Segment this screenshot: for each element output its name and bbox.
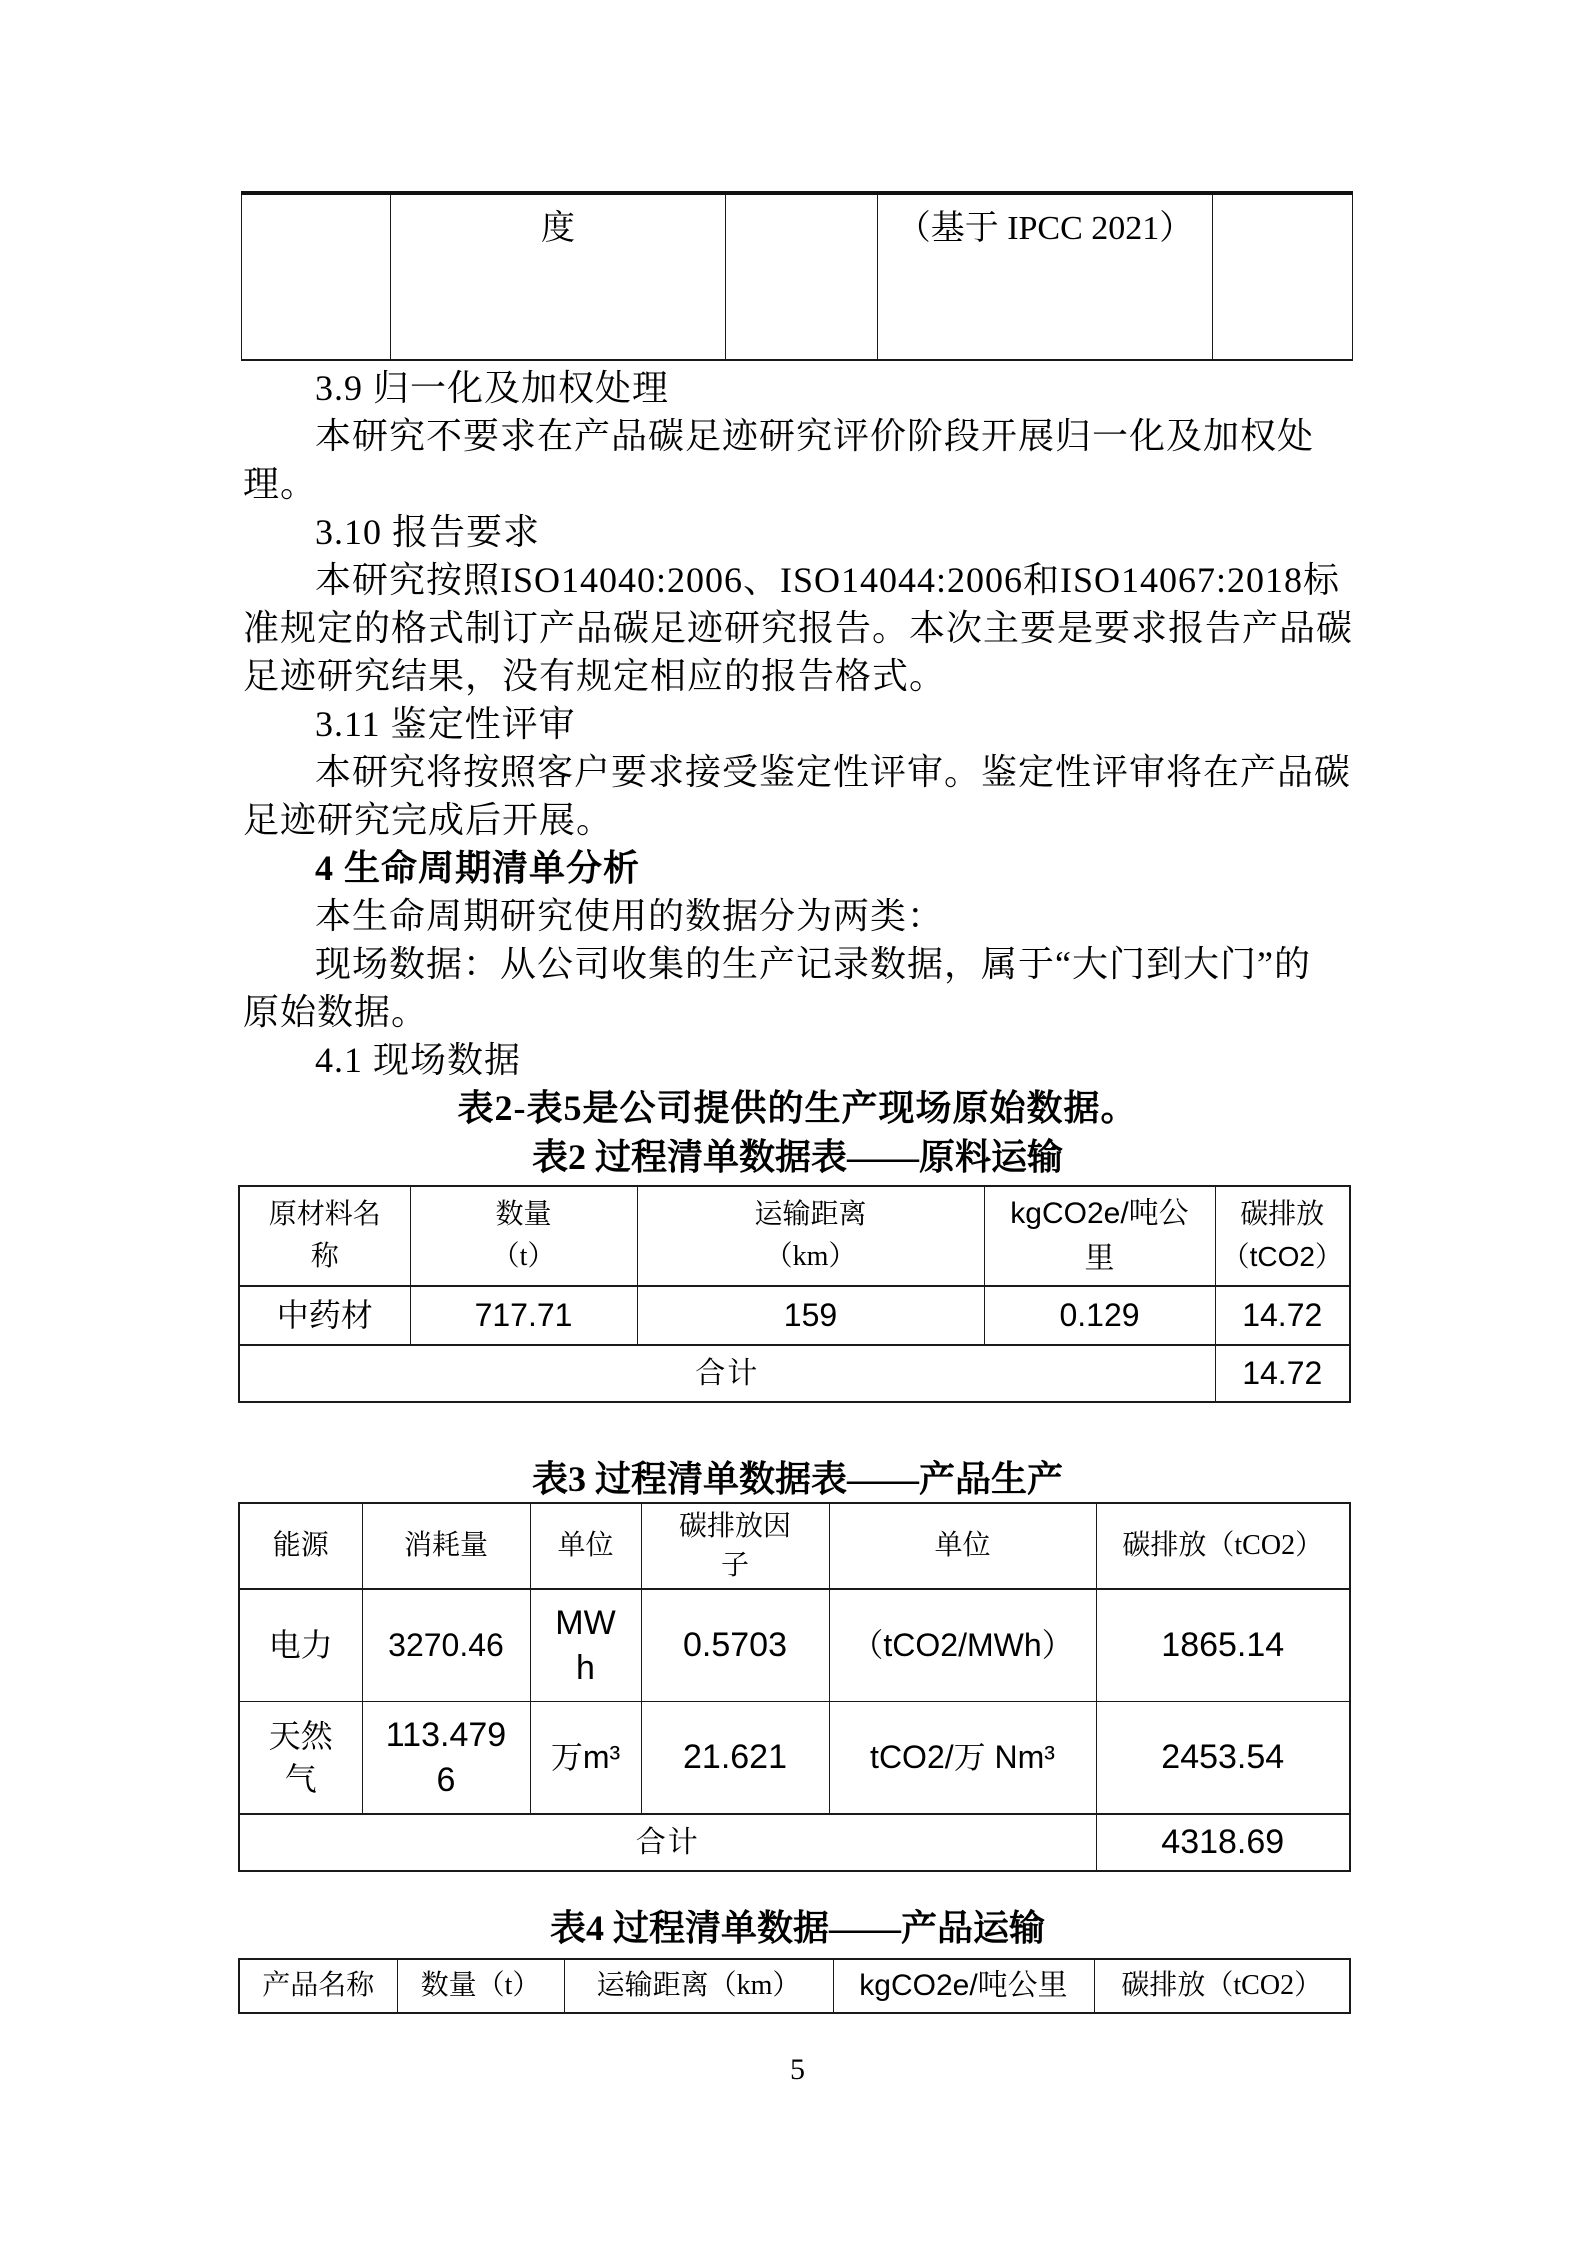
table3-product-production — [238, 1502, 1351, 1872]
heading-4-1: 4.1 现场数据 — [315, 1040, 522, 1080]
table3-total-label: 合计 — [239, 1814, 1096, 1871]
table3-title: 表3 过程清单数据表——产品生产 — [531, 1459, 1063, 1499]
table3-cell-emission: 2453.54 — [1096, 1702, 1350, 1815]
table3-cell-factor-unit: （tCO2/MWh） — [829, 1589, 1096, 1702]
table4-product-transport — [238, 1958, 1351, 2014]
fragment-cell-du: 度 — [391, 193, 726, 360]
table3-row-electricity — [239, 1589, 1350, 1702]
body-line: 本研究将按照客户要求接受鉴定性评审。鉴定性评审将在产品碳 — [315, 752, 1352, 792]
header-line: 碳排放 — [1240, 1199, 1325, 1230]
table2-total-label: 合计 — [239, 1345, 1215, 1402]
table2-header-row — [239, 1186, 1350, 1286]
table3-cell-unit: MWh — [530, 1589, 641, 1702]
table3-cell-emission: 1865.14 — [1096, 1589, 1350, 1702]
table3-cell-consumption: 3270.46 — [362, 1589, 530, 1702]
body-line: 本研究按照ISO14040:2006、ISO14044:2006和ISO14067:2018标 — [315, 560, 1341, 600]
table2-header-material: 原材料名称 — [239, 1186, 410, 1286]
header-line: （km） — [764, 1241, 857, 1272]
heading-3-11: 3.11 鉴定性评审 — [315, 704, 576, 744]
header-line: 运输距离 — [754, 1199, 867, 1230]
tables-intro-line: 表2-表5是公司提供的生产现场原始数据。 — [457, 1088, 1138, 1128]
table2-data-row — [239, 1286, 1350, 1345]
heading-3-10: 3.10 报告要求 — [315, 512, 541, 552]
table-row — [242, 193, 1353, 360]
table2-cell-factor: 0.129 — [984, 1286, 1215, 1345]
table2-header-emission — [1215, 1186, 1350, 1286]
body-line: 准规定的格式制订产品碳足迹研究报告。本次主要是要求报告产品碳 — [243, 608, 1354, 648]
body-line: 本生命周期研究使用的数据分为两类： — [315, 896, 945, 936]
table4-header-factor: kgCO2e/吨公里 — [833, 1959, 1094, 2013]
table4-header-row — [239, 1959, 1350, 2013]
table3-cell-energy: 天然气 — [239, 1702, 362, 1815]
heading-3-9: 3.9 归一化及加权处理 — [315, 368, 670, 408]
table2-cell-distance: 159 — [637, 1286, 984, 1345]
table3-cell-factor: 0.5703 — [641, 1589, 829, 1702]
table4-header-product: 产品名称 — [239, 1959, 397, 2013]
table4-header-distance: 运输距离（km） — [564, 1959, 833, 2013]
body-line: 理。 — [243, 464, 318, 504]
table2-cell-material: 中药材 — [239, 1286, 410, 1345]
body-text — [243, 364, 1352, 1132]
table2-total-value: 14.72 — [1215, 1345, 1350, 1402]
table2-header-quantity — [410, 1186, 637, 1286]
table3-header-consumption: 消耗量 — [362, 1503, 530, 1589]
table2-header-factor: kgCO2e/吨公里 — [984, 1186, 1215, 1286]
table3-header-emission: 碳排放（tCO2） — [1096, 1503, 1350, 1589]
body-line: 足迹研究完成后开展。 — [243, 800, 614, 840]
table3-header-energy: 能源 — [239, 1503, 362, 1589]
table3-cell-factor: 21.621 — [641, 1702, 829, 1815]
header-line: （t） — [491, 1241, 556, 1272]
table3-header-row — [239, 1503, 1350, 1589]
table3-header-unit2: 单位 — [829, 1503, 1096, 1589]
page-number: 5 — [790, 2053, 805, 2086]
table3-total-value: 4318.69 — [1096, 1814, 1350, 1871]
table3-header-factor: 碳排放因子 — [641, 1503, 829, 1589]
table3-row-natural-gas — [239, 1702, 1350, 1815]
table2-cell-quantity: 717.71 — [410, 1286, 637, 1345]
fragment-cell-empty-2 — [726, 193, 878, 360]
previous-page-table-fragment — [241, 191, 1353, 361]
heading-4: 4 生命周期清单分析 — [315, 848, 641, 888]
table3-cell-consumption: 113.4796 — [362, 1702, 530, 1815]
table3-cell-energy: 电力 — [239, 1589, 362, 1702]
table2-total-row — [239, 1345, 1350, 1402]
table2-raw-material-transport — [238, 1185, 1351, 1403]
table3-total-row — [239, 1814, 1350, 1871]
body-line: 现场数据：从公司收集的生产记录数据，属于“大门到大门”的 — [315, 944, 1311, 984]
table2-title: 表2 过程清单数据表——原料运输 — [531, 1137, 1063, 1177]
fragment-cell-empty-1 — [242, 193, 391, 360]
table4-header-emission: 碳排放（tCO2） — [1094, 1959, 1350, 2013]
table3-cell-factor-unit: tCO2/万 Nm³ — [829, 1702, 1096, 1815]
body-line: 本研究不要求在产品碳足迹研究评价阶段开展归一化及加权处 — [315, 416, 1315, 456]
header-line: （tCO2） — [1221, 1241, 1343, 1272]
header-line: 数量 — [495, 1199, 552, 1230]
body-line: 足迹研究结果，没有规定相应的报告格式。 — [243, 656, 947, 696]
table3-cell-unit: 万m³ — [530, 1702, 641, 1815]
table2-cell-emission: 14.72 — [1215, 1286, 1350, 1345]
fragment-cell-ipcc: （基于 IPCC 2021） — [878, 193, 1213, 360]
table3-header-unit1: 单位 — [530, 1503, 641, 1589]
table4-title: 表4 过程清单数据——产品运输 — [549, 1908, 1045, 1948]
table4-header-quantity: 数量（t） — [397, 1959, 564, 2013]
fragment-cell-empty-3 — [1213, 193, 1353, 360]
table2-header-distance — [637, 1186, 984, 1286]
body-line: 原始数据。 — [243, 992, 429, 1032]
